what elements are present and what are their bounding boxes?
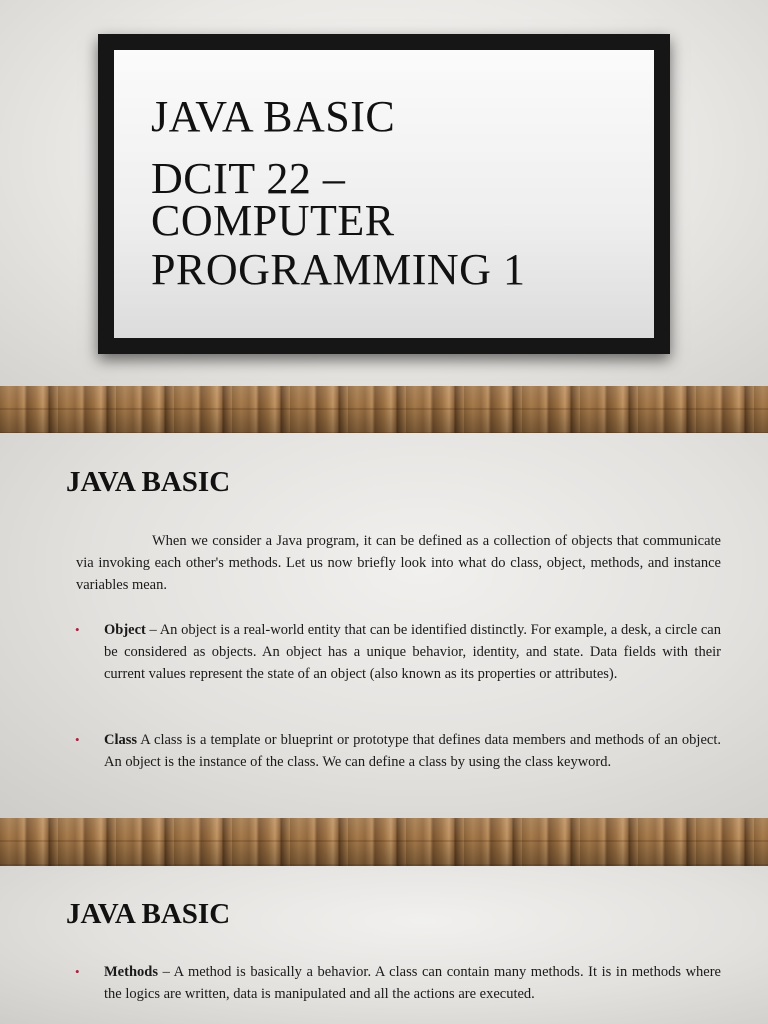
title-line-1: JAVA BASIC bbox=[151, 92, 396, 141]
slide-heading: JAVA BASIC bbox=[66, 898, 231, 930]
bullet-methods bbox=[75, 961, 721, 1005]
bullet-marker: • bbox=[75, 964, 80, 979]
content-slide-1 bbox=[0, 433, 768, 818]
bullet-term: Class bbox=[104, 732, 138, 748]
title-line-3: COMPUTER bbox=[151, 196, 395, 245]
bullet-term: Object bbox=[104, 622, 146, 638]
intro-paragraph: When we consider a Java program, it can be defined as a collection of objects that communicate via invoking each other's methods. Let us now briefly look into what do class, object, methods, and instance variables mean. bbox=[76, 533, 721, 593]
content-slide-2 bbox=[0, 866, 768, 1024]
bullet-object bbox=[75, 619, 721, 685]
bullet-marker: • bbox=[75, 622, 80, 637]
title-slide bbox=[0, 0, 768, 386]
title-frame bbox=[98, 34, 670, 354]
wood-floor-divider bbox=[0, 386, 768, 433]
title-line-2: DCIT 22 – bbox=[151, 154, 346, 203]
bullet-text: A class is a template or blueprint or prototype that defines data members and methods of an object. An object is the instance of the class. We can define a class by using the class keyword. bbox=[104, 732, 721, 770]
bullet-term: Methods bbox=[104, 964, 158, 980]
wood-floor-divider bbox=[0, 818, 768, 866]
title-line-4: PROGRAMMING 1 bbox=[151, 245, 526, 294]
bullet-text: – A method is basically a behavior. A class can contain many methods. It is in methods where the logics are written, data is manipulated and all the actions are executed. bbox=[104, 964, 721, 1002]
bullet-text: – An object is a real-world entity that can be identified distinctly. For example, a desk, a circle can be considered as objects. An object has a unique behavior, identity, and state. Data fields with their current values represent the state of an object (also known as its properties or attributes). bbox=[104, 622, 721, 682]
title-board bbox=[114, 50, 654, 338]
slide-heading: JAVA BASIC bbox=[66, 466, 231, 498]
bullet-marker: • bbox=[75, 732, 80, 747]
bullet-class bbox=[75, 729, 721, 773]
